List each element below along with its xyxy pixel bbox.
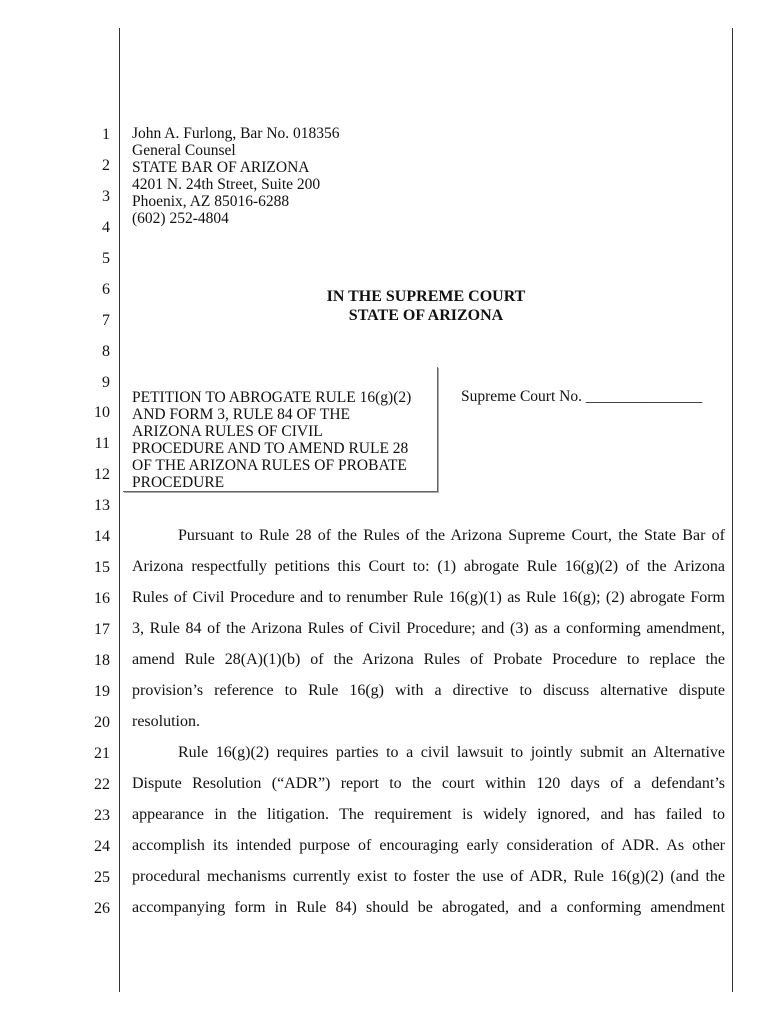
body-line: resolution. [132, 713, 200, 730]
body-line: Arizona respectfully petitions this Court to: (1) abrogate Rule 16(g)(2) of the Arizona [132, 558, 725, 575]
court-state: STATE OF ARIZONA [348, 307, 504, 324]
line-number: 17 [94, 621, 110, 638]
petition-title-line: PROCEDURE AND TO AMEND RULE 28 [132, 440, 409, 457]
line-number: 19 [94, 683, 110, 700]
petition-title-line: AND FORM 3, RULE 84 OF THE [132, 406, 351, 423]
line-number: 26 [94, 900, 110, 917]
line-number: 10 [94, 404, 110, 421]
body-line: accomplish its intended purpose of encouraging early consideration of ADR. As other [132, 837, 725, 854]
line-number: 12 [94, 466, 110, 483]
line-number: 16 [94, 590, 110, 607]
body-line: 3, Rule 84 of the Arizona Rules of Civil Procedure; and (3) as a conforming amendment, [132, 620, 725, 637]
line-number: 13 [94, 497, 110, 514]
line-number: 7 [102, 312, 110, 329]
line-number: 14 [94, 528, 110, 545]
line-number: 6 [102, 281, 110, 298]
phone-number: (602) 252-4804 [132, 210, 229, 227]
body-line: Rule 16(g)(2) requires parties to a civil lawsuit to jointly submit an Alternative [178, 744, 725, 761]
body-line: Dispute Resolution (“ADR”) report to the court within 120 days of a defendant’s [132, 775, 725, 792]
line-number: 8 [102, 343, 110, 360]
right-margin-rule [732, 28, 733, 992]
line-number: 15 [94, 559, 110, 576]
petition-title-line: PROCEDURE [132, 474, 225, 491]
line-number: 2 [102, 157, 110, 174]
body-line: Rules of Civil Procedure and to renumber Rule 16(g)(1) as Rule 16(g); (2) abrogate Form [132, 589, 725, 606]
line-number: 22 [94, 776, 110, 793]
supreme-court-number: Supreme Court No. _______________ [461, 388, 703, 405]
organization: STATE BAR OF ARIZONA [132, 159, 310, 176]
line-number: 24 [94, 838, 110, 855]
court-title: IN THE SUPREME COURT [326, 288, 526, 305]
attorney-title: General Counsel [132, 142, 236, 159]
petition-title-line: OF THE ARIZONA RULES OF PROBATE [132, 457, 407, 474]
left-margin-rule [119, 28, 120, 992]
line-number: 11 [94, 435, 110, 452]
line-number: 3 [102, 188, 110, 205]
line-number: 20 [94, 714, 110, 731]
attorney-header [132, 125, 340, 227]
line-number: 4 [102, 219, 110, 236]
line-number: 18 [94, 652, 110, 669]
line-number: 21 [94, 745, 110, 762]
body-line: appearance in the litigation. The requirement is widely ignored, and has failed to [132, 806, 725, 823]
line-number: 1 [102, 126, 110, 143]
line-number: 25 [94, 869, 110, 886]
petition-title-line: ARIZONA RULES OF CIVIL [132, 423, 323, 440]
attorney-name: John A. Furlong, Bar No. 018356 [132, 125, 340, 142]
city-state-zip: Phoenix, AZ 85016-6288 [132, 193, 290, 210]
line-number: 23 [94, 807, 110, 824]
line-number: 5 [102, 250, 110, 267]
line-number: 9 [102, 374, 110, 391]
petition-title [132, 389, 411, 491]
body-line: amend Rule 28(A)(1)(b) of the Arizona Rules of Probate Procedure to replace the [132, 651, 725, 668]
body-line: procedural mechanisms currently exist to foster the use of ADR, Rule 16(g)(2) (and the [132, 868, 725, 885]
body-line: Pursuant to Rule 28 of the Rules of the Arizona Supreme Court, the State Bar of [178, 527, 725, 544]
body-line: provision’s reference to Rule 16(g) with a directive to discuss alternative dispute [132, 682, 725, 699]
petition-title-line: PETITION TO ABROGATE RULE 16(g)(2) [132, 389, 412, 406]
body-line: accompanying form in Rule 84) should be abrogated, and a conforming amendment [132, 899, 725, 916]
street-address: 4201 N. 24th Street, Suite 200 [132, 176, 321, 193]
